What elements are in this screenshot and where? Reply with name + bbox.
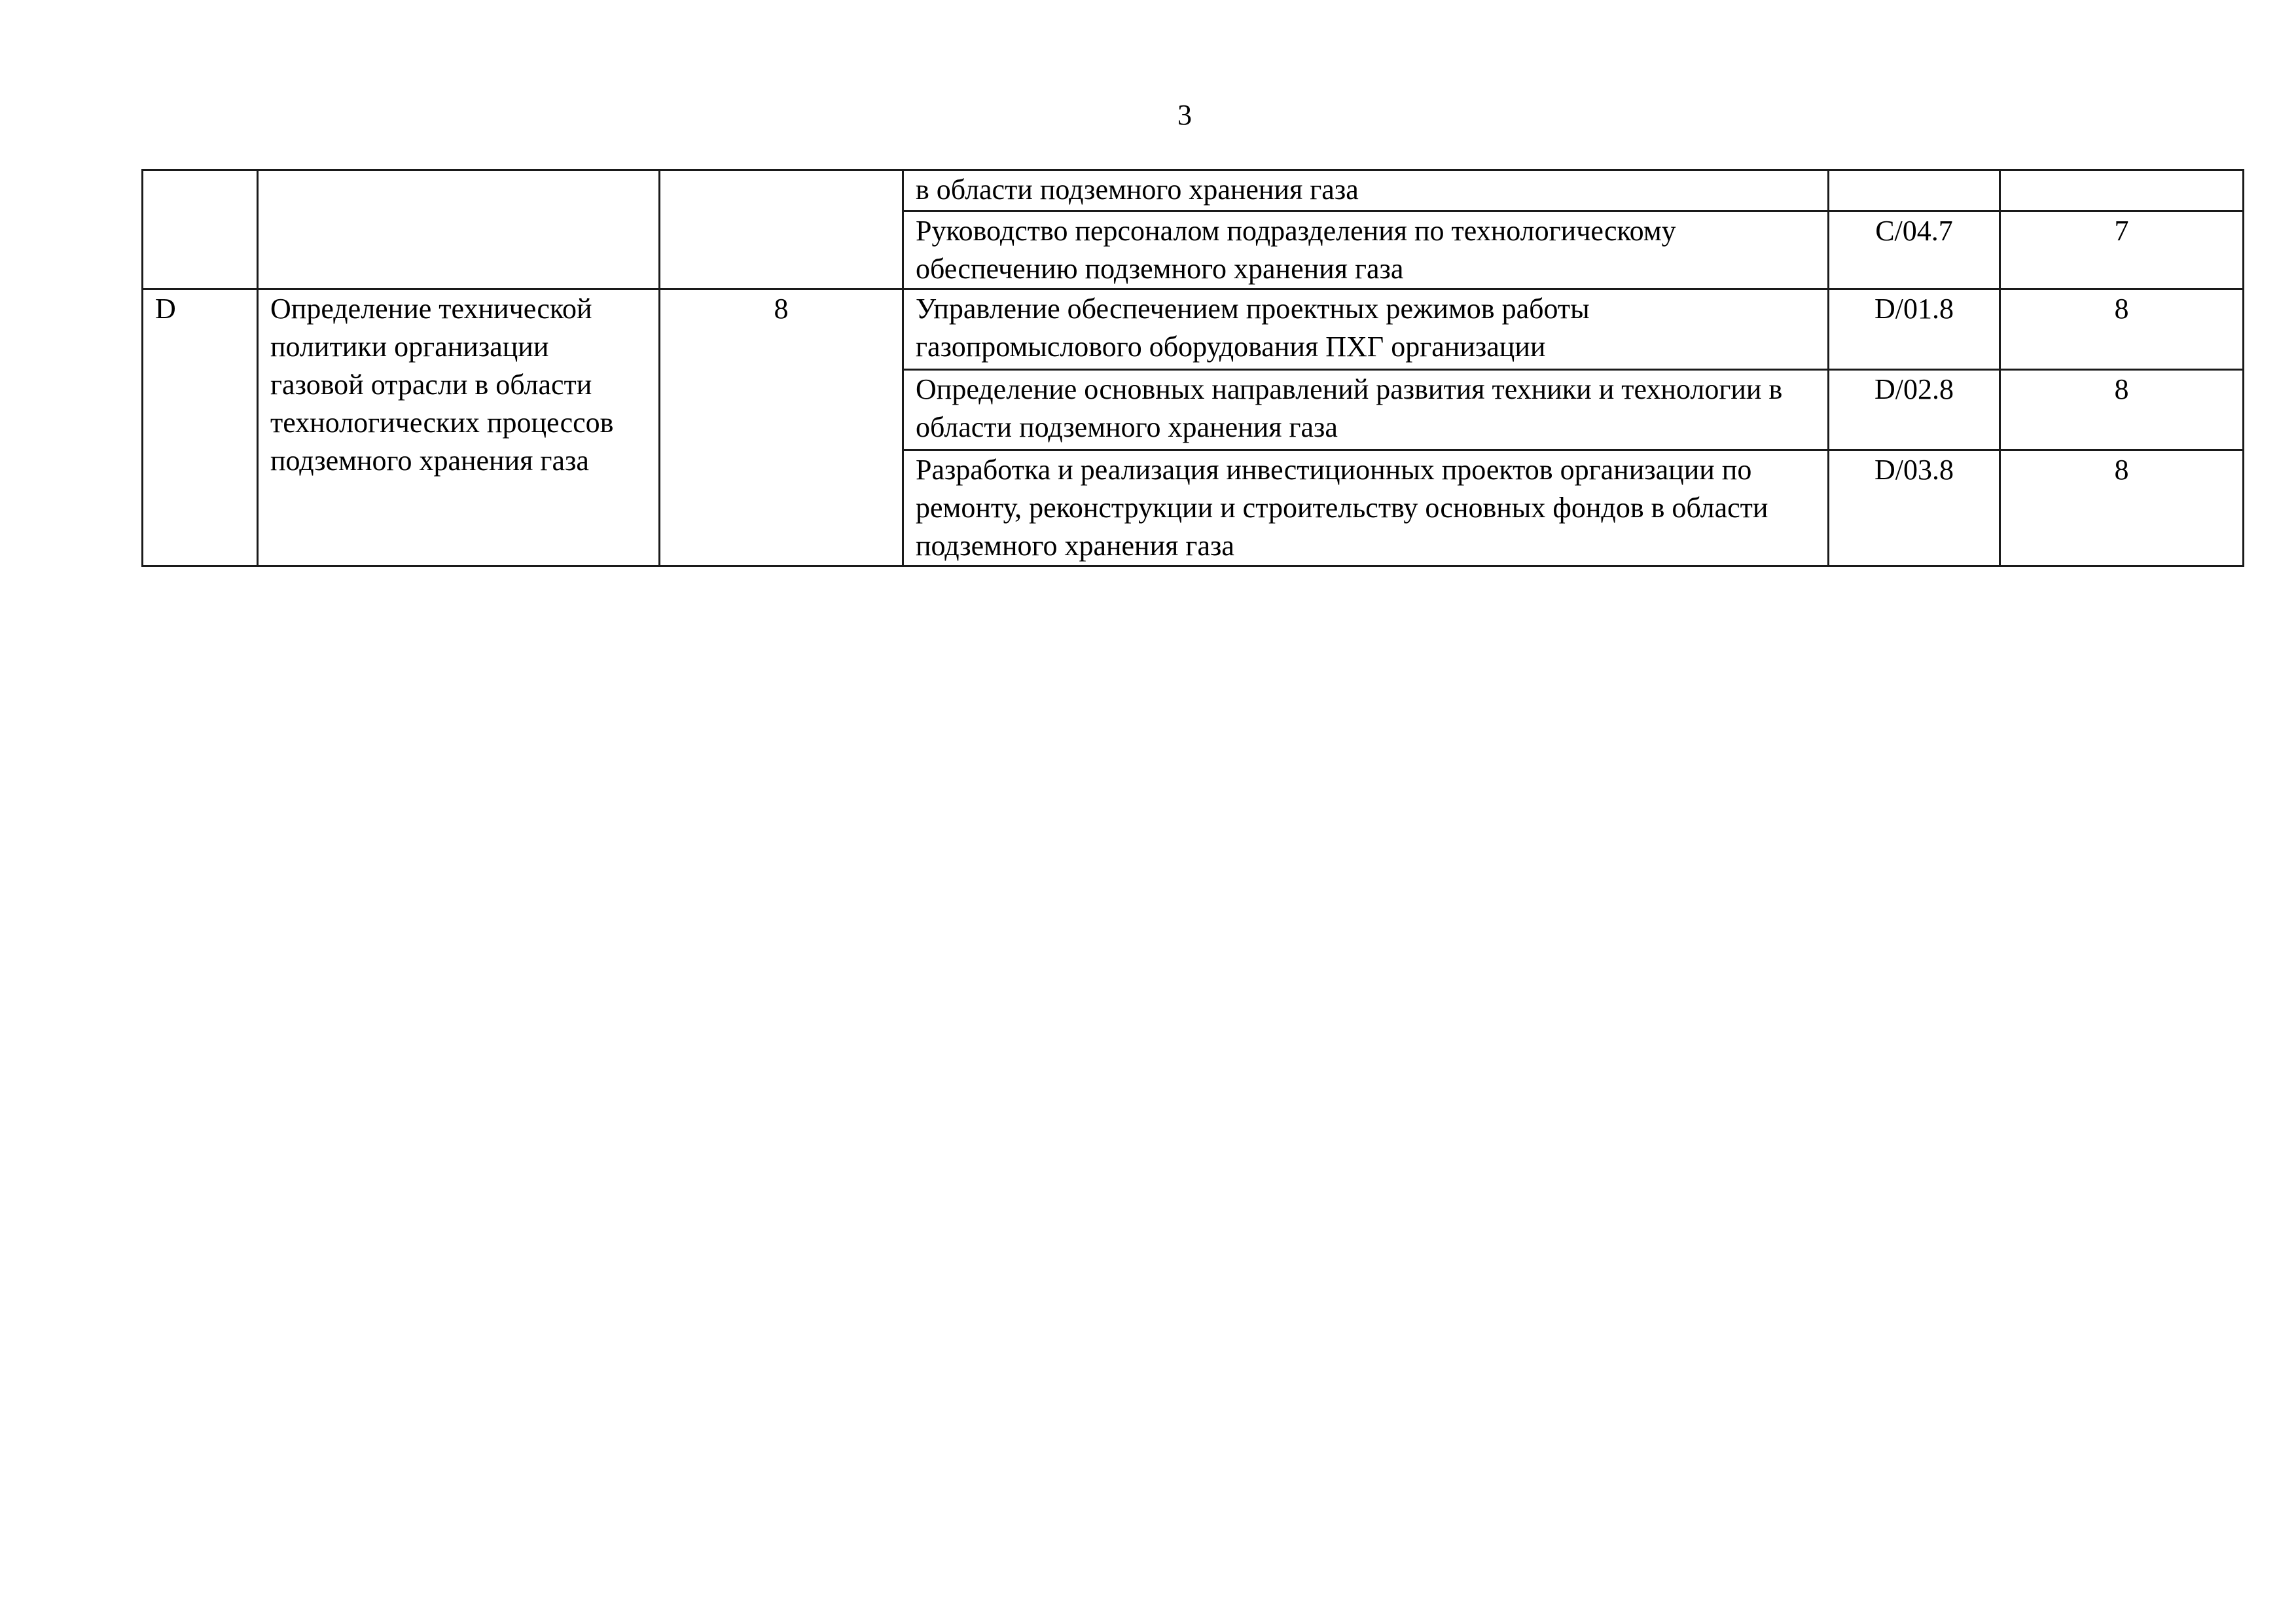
page-number: 3 bbox=[1177, 99, 1192, 131]
labor-function-code-cell: D/02.8 bbox=[1829, 370, 2000, 450]
labor-function-level-cell: 8 bbox=[2000, 289, 2244, 370]
labor-function-name-cell: Определение основных направлений развития техники и технологии в области подземного хранения газа bbox=[903, 370, 1829, 450]
generalized-function-code-cell: D bbox=[143, 289, 258, 566]
labor-function-code-cell: D/03.8 bbox=[1829, 450, 2000, 566]
labor-function-name-cell: в области подземного хранения газа bbox=[903, 170, 1829, 211]
labor-function-level-cell bbox=[2000, 170, 2244, 211]
labor-function-code-cell bbox=[1829, 170, 2000, 211]
generalized-function-level-cell: 8 bbox=[660, 289, 903, 566]
labor-function-code-cell: C/04.7 bbox=[1829, 211, 2000, 289]
labor-function-code-cell: D/01.8 bbox=[1829, 289, 2000, 370]
labor-function-level-cell: 8 bbox=[2000, 370, 2244, 450]
generalized-function-code-cell bbox=[143, 170, 258, 289]
generalized-function-name-cell bbox=[258, 170, 660, 289]
functions-table bbox=[141, 169, 2244, 567]
labor-function-name-cell: Разработка и реализация инвестиционных проектов организации по ремонту, реконструкции и строительству основных фондов в области подземного хранения газа bbox=[903, 450, 1829, 566]
table-row bbox=[143, 170, 2244, 211]
table-row bbox=[143, 289, 2244, 370]
labor-function-name-cell: Руководство персоналом подразделения по технологическому обеспечению подземного хранения газа bbox=[903, 211, 1829, 289]
generalized-function-name-cell: Определение технической политики организации газовой отрасли в области технологических процессов подземного хранения газа bbox=[258, 289, 660, 566]
generalized-function-level-cell bbox=[660, 170, 903, 289]
labor-function-level-cell: 8 bbox=[2000, 450, 2244, 566]
labor-function-level-cell: 7 bbox=[2000, 211, 2244, 289]
labor-function-name-cell: Управление обеспечением проектных режимов работы газопромыслового оборудования ПХГ организации bbox=[903, 289, 1829, 370]
